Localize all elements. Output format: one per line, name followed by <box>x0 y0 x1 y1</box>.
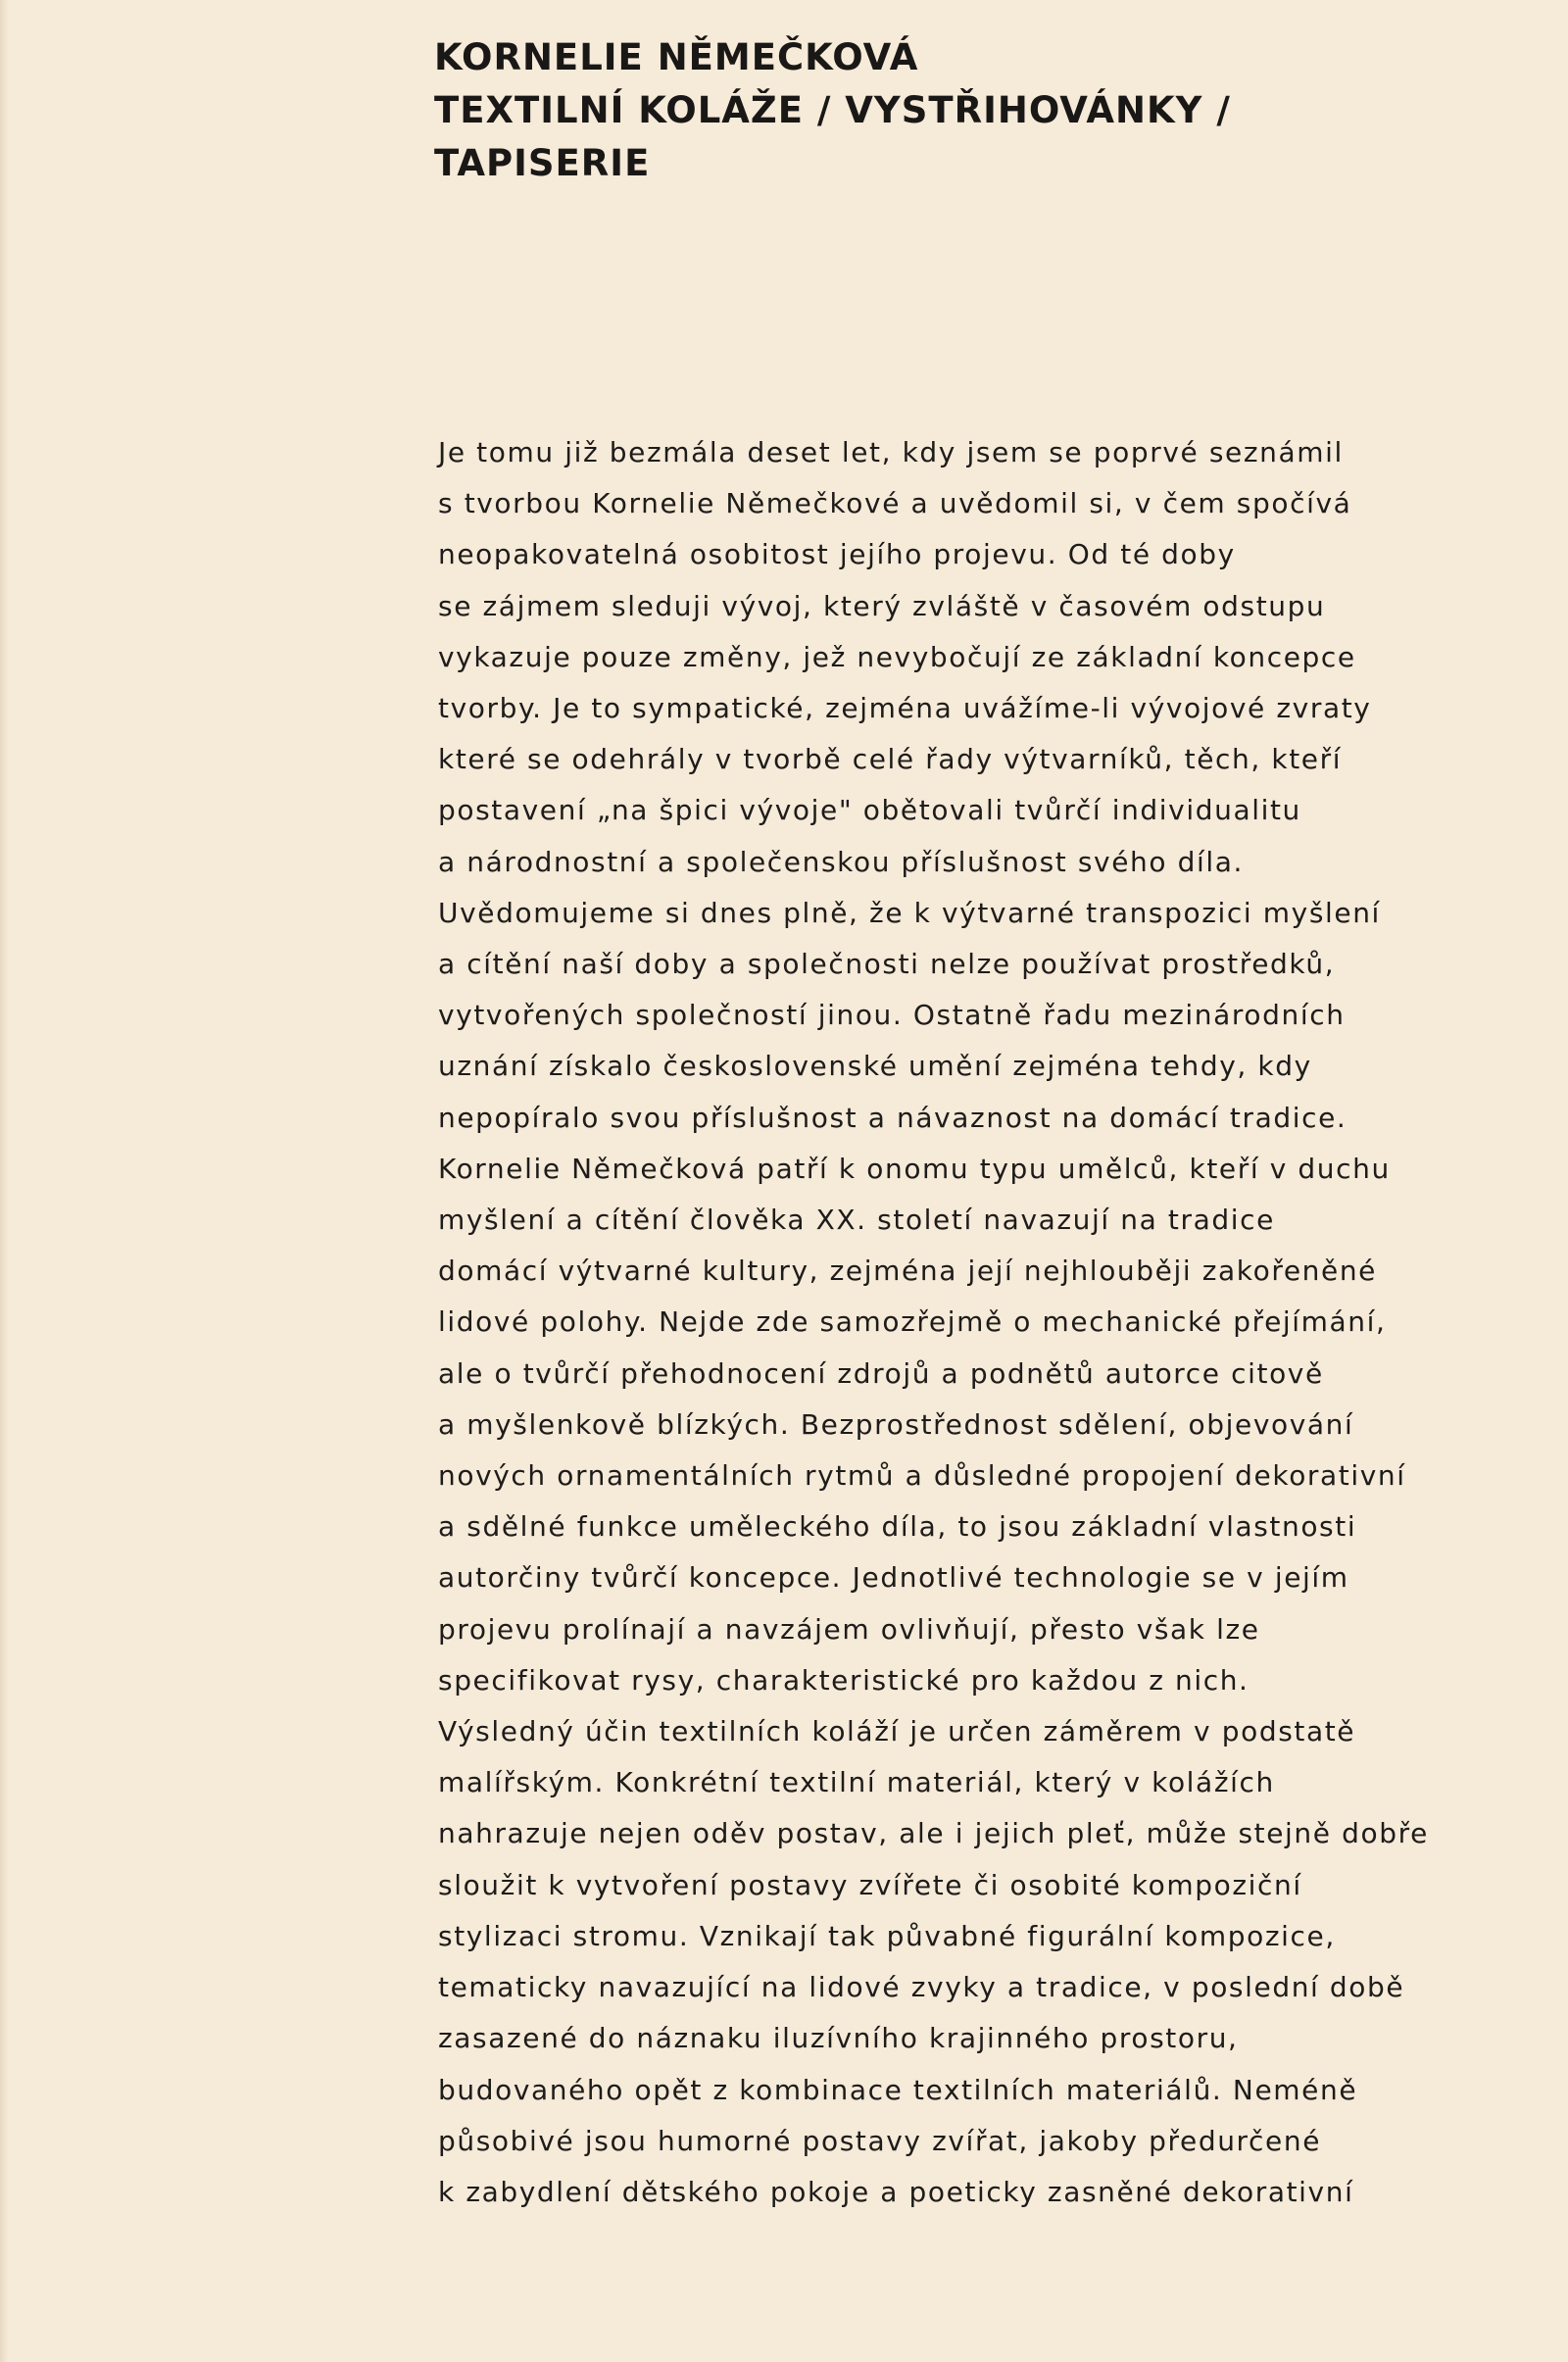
body-line: specifikovat rysy, charakteristické pro každou z nich. <box>438 1663 1250 1697</box>
title-line-2: TEXTILNÍ KOLÁŽE / VYSTŘIHOVÁNKY / <box>434 89 1231 131</box>
body-line: projevu prolínají a navzájem ovlivňují, přesto však lze <box>438 1612 1260 1646</box>
body-line: lidové polohy. Nejde zde samozřejmě o mechanické přejímání, <box>438 1305 1387 1339</box>
body-line: Výsledný účin textilních koláží je určen záměrem v podstatě <box>438 1715 1356 1748</box>
body-line: zasazené do náznaku iluzívního krajinného prostoru, <box>438 2022 1239 2055</box>
body-line: které se odehrály v tvorbě celé řady výtvarníků, těch, kteří <box>438 743 1343 776</box>
body-line: a národnostní a společenskou příslušnost svého díla. <box>438 845 1245 878</box>
body-line: s tvorbou Kornelie Němečkové a uvědomil si, v čem spočívá <box>438 487 1352 520</box>
body-line: Je tomu již bezmála deset let, kdy jsem se poprvé seznámil <box>438 436 1344 468</box>
body-line: nepopíralo svou příslušnost a návaznost na domácí tradice. <box>438 1101 1348 1134</box>
body-line: autorčiny tvůrčí koncepce. Jednotlivé technologie se v jejím <box>438 1561 1349 1595</box>
body-line: Kornelie Němečková patří k onomu typu umělců, kteří v duchu <box>438 1152 1391 1185</box>
body-text <box>438 427 1457 2218</box>
body-line: ale o tvůrčí přehodnocení zdrojů a podnětů autorce citově <box>438 1356 1324 1390</box>
body-line: neopakovatelná osobitost jejího projevu. Od té doby <box>438 538 1236 571</box>
body-line: myšlení a cítění člověka XX. století navazují na tradice <box>438 1204 1275 1237</box>
page-edge <box>0 0 8 2362</box>
body-line: tvorby. Je to sympatické, zejména uvážíme-li vývojové zvraty <box>438 692 1372 725</box>
body-line: a myšlenkově blízkých. Bezprostřednost sdělení, objevování <box>438 1407 1354 1441</box>
body-line: nových ornamentálních rytmů a důsledné propojení dekorativní <box>438 1459 1406 1493</box>
body-line: sloužit k vytvoření postavy zvířete či osobité kompoziční <box>438 1868 1302 1901</box>
body-line: vytvořených společností jinou. Ostatně řadu mezinárodních <box>438 999 1346 1032</box>
document-title <box>434 31 1231 190</box>
body-line: tematicky navazující na lidové zvyky a tradice, v poslední době <box>438 1971 1405 2004</box>
body-line: a cítění naší doby a společnosti nelze používat prostředků, <box>438 948 1336 981</box>
body-line: Uvědomujeme si dnes plně, že k výtvarné transpozici myšlení <box>438 896 1381 929</box>
body-line: budovaného opět z kombinace textilních materiálů. Neméně <box>438 2073 1358 2106</box>
body-line: a sdělné funkce uměleckého díla, to jsou základní vlastnosti <box>438 1510 1357 1544</box>
body-line: působivé jsou humorné postavy zvířat, jakoby předurčené <box>438 2124 1322 2157</box>
body-line: malířským. Konkrétní textilní materiál, který v kolážích <box>438 1766 1275 1799</box>
body-line: uznání získalo československé umění zejména tehdy, kdy <box>438 1050 1312 1083</box>
title-line-3: TAPISERIE <box>434 142 651 184</box>
body-line: vykazuje pouze změny, jež nevybočují ze základní koncepce <box>438 640 1356 673</box>
body-line: nahrazuje nejen oděv postav, ale i jejich pleť, může stejně dobře <box>438 1817 1429 1850</box>
body-line: domácí výtvarné kultury, zejména její nejhlouběji zakořeněné <box>438 1255 1377 1288</box>
body-line: se zájmem sleduji vývoj, který zvláště v časovém odstupu <box>438 589 1326 622</box>
body-line: stylizaci stromu. Vznikají tak půvabné figurální kompozice, <box>438 1919 1336 1952</box>
title-line-1: KORNELIE NĚMEČKOVÁ <box>434 36 919 78</box>
body-line: postavení „na špici vývoje" obětovali tvůrčí individualitu <box>438 794 1301 827</box>
body-line: k zabydlení dětského pokoje a poeticky zasněné dekorativní <box>438 2175 1354 2208</box>
